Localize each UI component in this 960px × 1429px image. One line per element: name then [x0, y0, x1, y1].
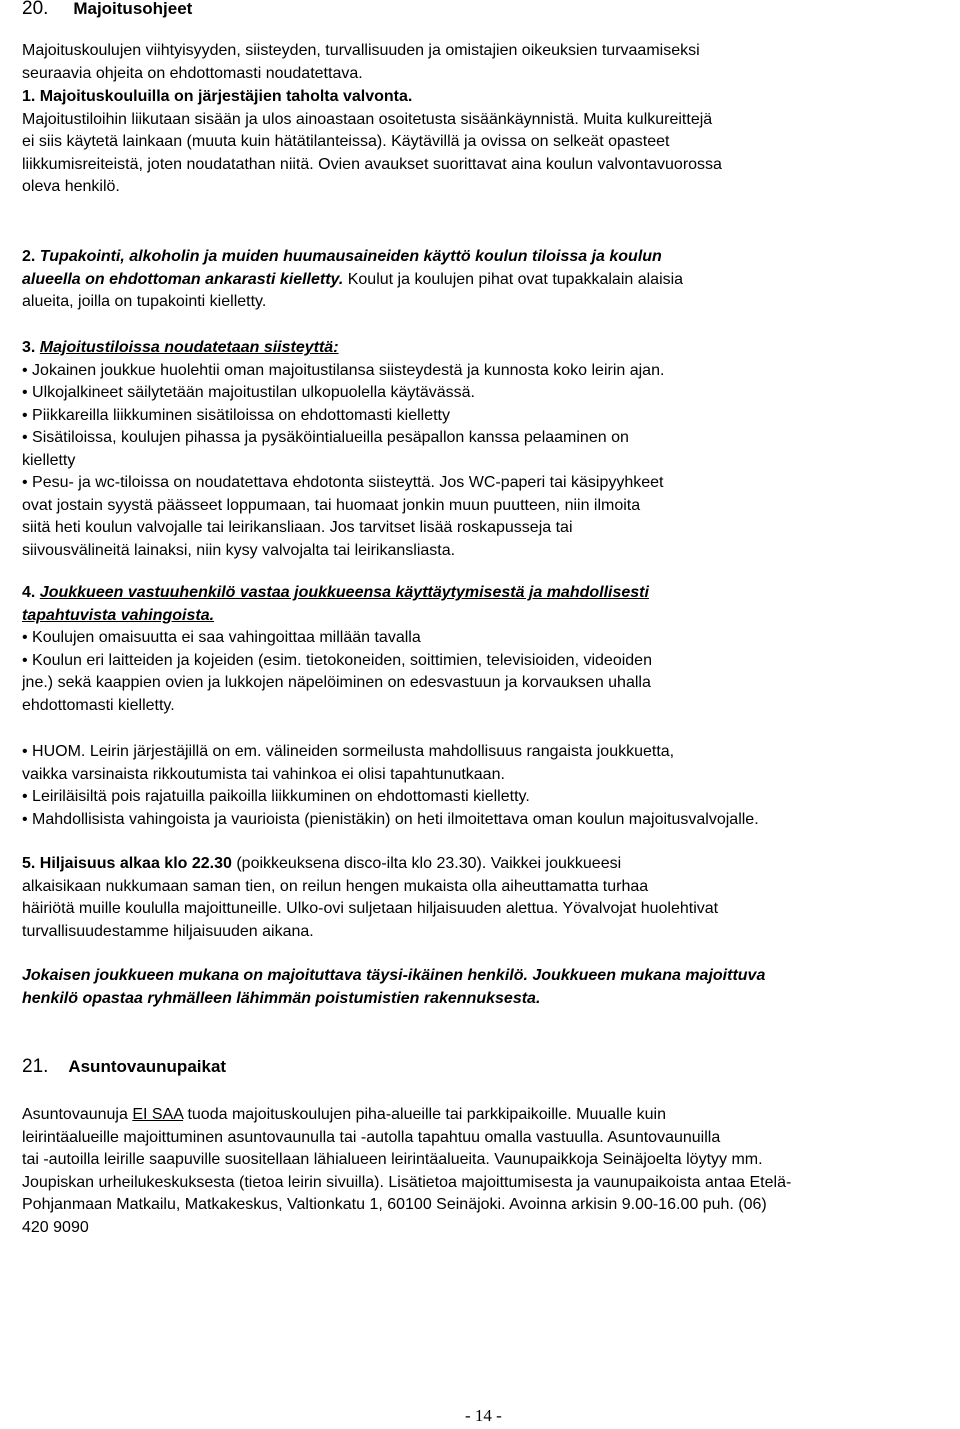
- text-line: Koulut ja koulujen pihat ovat tupakkalain alaisia: [347, 270, 684, 288]
- rule-heading: 5. Hiljaisuus alkaa klo 22.30: [22, 855, 232, 872]
- rule-4-notes: [22, 741, 940, 831]
- bullet-item: • Sisätiloissa, koulujen pihassa ja pysäköintialueilla pesäpallon kanssa pelaaminen on: [22, 429, 629, 446]
- section-20-title: [22, 0, 192, 20]
- text-line: turvallisuudestamme hiljaisuuden aikana.: [22, 922, 314, 940]
- section-number: 21.: [22, 1056, 49, 1077]
- section-heading: Asuntovaunupaikat: [68, 1057, 227, 1076]
- page-number: - 14 -: [465, 1406, 502, 1425]
- closing-line: Jokaisen joukkueen mukana on majoituttava täysi-ikäinen henkilö. Joukkueen mukana majoittuva: [22, 967, 766, 984]
- text-line: oleva henkilö.: [22, 178, 120, 195]
- text-line: leirintäalueille majoittuminen asuntovaunulla tai -autolla tapahtuu omalla vastuulla. Asuntovaunuilla: [22, 1128, 721, 1146]
- text-line: jne.) sekä kaappien ovien ja lukkojen näpelöiminen on edesvastuun ja korvauksen uhalla: [22, 674, 651, 691]
- text-line: Majoitustiloihin liikutaan sisään ja ulos ainoastaan osoitetusta sisäänkäynnistä. Muita kulkureittejä: [22, 110, 713, 128]
- bullet-item: • Ulkojalkineet säilytetään majoitustilan ulkopuolella käytävässä.: [22, 384, 475, 401]
- bullet-item: • Koulujen omaisuutta ei saa vahingoittaa millään tavalla: [22, 629, 421, 646]
- caravan-paragraph: [22, 1104, 940, 1239]
- bullet-item: • Pesu- ja wc-tiloissa on noudatettava ehdotonta siisteyttä. Jos WC-paperi tai käsipyyhkeet: [22, 474, 664, 491]
- text-line: liikkumisreiteistä, joten noudatathan niitä. Ovien avaukset suorittavat aina koulun valvontavuorossa: [22, 155, 722, 173]
- text-line: Majoituskoulujen viihtyisyyden, siisteyden, turvallisuuden ja omistajien oikeuksien turvaamiseksi: [22, 42, 700, 59]
- section-21-title: [22, 1056, 226, 1078]
- closing-note: [22, 965, 940, 1010]
- rule-number: 4.: [22, 584, 36, 601]
- text-line: (poikkeuksena disco-ilta klo 23.30). Vaikkei joukkueesi: [231, 855, 622, 872]
- text-line: seuraavia ohjeita on ehdottomasti noudatettava.: [22, 64, 363, 82]
- text-line: Pohjanmaan Matkailu, Matkakeskus, Valtionkatu 1, 60100 Seinäjoki. Avoinna arkisin 9.00-16.00 puh. (06): [22, 1196, 767, 1213]
- text-line: Asuntovaunuja: [22, 1106, 133, 1123]
- intro-paragraph: [22, 40, 940, 85]
- text-line: tai -autoilla leirille saapuville suositellaan lähialueen leirintäalueita. Vaunupaikkoja Seinäjoelta löytyy mm.: [22, 1151, 763, 1168]
- text-line: vaikka varsinaista rikkoutumista tai vahinkoa ei olisi tapahtunutkaan.: [22, 765, 505, 783]
- rule-number: 3.: [22, 339, 36, 356]
- rule-2: [22, 246, 940, 314]
- rule-4: [22, 582, 940, 717]
- rule-heading: Majoitustiloissa noudatetaan siisteyttä:: [39, 339, 339, 356]
- text-line: häiriötä muille koululla majoittuneille. Ulko-ovi suljetaan hiljaisuuden alettua. Yövalvojat huolehtivat: [22, 900, 719, 917]
- rule-heading: 1. Majoituskouluilla on järjestäjien taholta valvonta.: [22, 88, 413, 105]
- rule-heading: Joukkueen vastuuhenkilö vastaa joukkueensa käyttäytymisestä ja mahdollisesti: [39, 584, 649, 601]
- text-line: ehdottomasti kielletty.: [22, 696, 175, 714]
- section-heading: Majoitusohjeet: [73, 0, 193, 18]
- rule-heading: alueella on ehdottoman ankarasti kielletty.: [22, 270, 344, 288]
- bullet-item: • HUOM. Leirin järjestäjillä on em. välineiden sormeilusta mahdollisuus rangaista joukkuetta,: [22, 743, 675, 760]
- bullet-item: • Jokainen joukkue huolehtii oman majoitustilansa siisteydestä ja kunnosta koko leirin ajan.: [22, 361, 665, 379]
- rule-5: [22, 853, 940, 943]
- bullet-item: • Piikkareilla liikkuminen sisätiloissa on ehdottomasti kielletty: [22, 406, 450, 424]
- rule-number: 2.: [22, 248, 36, 265]
- bullet-item: • Mahdollisista vahingoista ja vaurioista (pienistäkin) on heti ilmoitettava oman koulun majoitusvalvojalle.: [22, 810, 759, 828]
- section-number: 20.: [22, 0, 49, 19]
- rule-1: [22, 86, 940, 199]
- bullet-item: • Koulun eri laitteiden ja kojeiden (esim. tietokoneiden, soittimien, televisioiden, videoiden: [22, 651, 652, 669]
- text-line: ei siis käytetä lainkaan (muuta kuin hätätilanteissa). Käytävillä ja ovissa on selkeät opasteet: [22, 133, 670, 150]
- closing-line: henkilö opastaa ryhmälleen lähimmän poistumistien rakennuksesta.: [22, 989, 541, 1007]
- text-line: siivousvälineitä lainaksi, niin kysy valvojalta tai leirikansliasta.: [22, 541, 456, 559]
- text-line: 420 9090: [22, 1218, 89, 1236]
- text-line: Joupiskan urheilukeskuksesta (tietoa leirin sivuilla). Lisätietoa majoittumisesta ja vaunupaikoista antaa Etelä-: [22, 1173, 792, 1191]
- text-line: siitä heti koulun valvojalle tai leirikansliaan. Jos tarvitset lisää roskapusseja tai: [22, 519, 573, 536]
- rule-3: [22, 337, 940, 562]
- text-line: alkaisikaan nukkumaan saman tien, on reilun hengen mukaista olla aiheuttamatta turhaa: [22, 877, 649, 895]
- rule-heading: Tupakointi, alkoholin ja muiden huumausaineiden käyttö koulun tiloissa ja koulun: [39, 248, 662, 265]
- rule-heading: tapahtuvista vahingoista.: [22, 606, 215, 624]
- text-line: tuoda majoituskoulujen piha-alueille tai parkkipaikoille. Muualle kuin: [183, 1106, 666, 1123]
- text-line: ovat jostain syystä päässeet loppumaan, tai huomaat jonkin muun puutteen, niin ilmoita: [22, 496, 641, 514]
- bullet-item: • Leiriläisiltä pois rajatuilla paikoilla liikkuminen on ehdottomasti kielletty.: [22, 788, 530, 805]
- emphasis-underline: EI SAA: [132, 1106, 184, 1123]
- text-line: alueita, joilla on tupakointi kielletty.: [22, 293, 267, 310]
- text-line: kielletty: [22, 451, 76, 469]
